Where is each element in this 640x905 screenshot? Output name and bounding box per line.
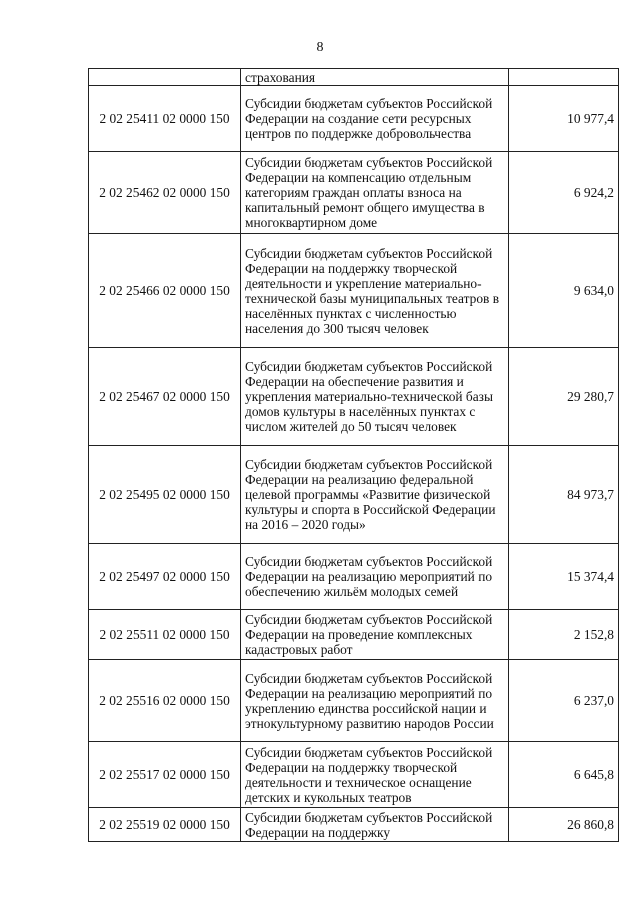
name-cell: Субсидии бюджетам субъектов Российской Федерации на обеспечение развития и укрепления материально-технической базы домов культуры в населённых пунктах с числом жителей до 50 тысяч человек	[241, 348, 509, 446]
amount-cell: 29 280,7	[509, 348, 619, 446]
name-cell: Субсидии бюджетам субъектов Российской Федерации на поддержку творческой деятельности и укрепление материально-технической базы муниципальных театров в населённых пунктах с численностью населения до 300 тысяч человек	[241, 234, 509, 348]
code-cell: 2 02 25467 02 0000 150	[89, 348, 241, 446]
code-cell: 2 02 25516 02 0000 150	[89, 660, 241, 742]
amount-cell: 2 152,8	[509, 610, 619, 660]
table-row	[89, 660, 619, 742]
code-cell: 2 02 25411 02 0000 150	[89, 86, 241, 152]
table-row	[89, 234, 619, 348]
amount-cell: 6 924,2	[509, 152, 619, 234]
name-cell: Субсидии бюджетам субъектов Российской Федерации на создание сети ресурсных центров по поддержке добровольчества	[241, 86, 509, 152]
code-cell: 2 02 25495 02 0000 150	[89, 446, 241, 544]
amount-cell: 10 977,4	[509, 86, 619, 152]
amount-cell: 9 634,0	[509, 234, 619, 348]
name-cell: Субсидии бюджетам субъектов Российской Федерации на поддержку	[241, 808, 509, 842]
table-row	[89, 348, 619, 446]
amount-cell: 84 973,7	[509, 446, 619, 544]
table-row	[89, 446, 619, 544]
table-row	[89, 808, 619, 842]
table-row	[89, 86, 619, 152]
name-cell: Субсидии бюджетам субъектов Российской Федерации на реализацию федеральной целевой программы «Развитие физической культуры и спорта в Российской Федерации на 2016 – 2020 годы»	[241, 446, 509, 544]
name-cell: Субсидии бюджетам субъектов Российской Федерации на компенсацию отдельным категориям граждан оплаты взноса на капитальный ремонт общего имущества в многоквартирном доме	[241, 152, 509, 234]
amount-cell: 26 860,8	[509, 808, 619, 842]
table-row	[89, 544, 619, 610]
code-cell	[89, 69, 241, 86]
name-cell: страхования	[241, 69, 509, 86]
amount-cell: 6 645,8	[509, 742, 619, 808]
code-cell: 2 02 25517 02 0000 150	[89, 742, 241, 808]
table-row	[89, 152, 619, 234]
budget-table	[88, 68, 619, 842]
name-cell: Субсидии бюджетам субъектов Российской Федерации на реализацию мероприятий по обеспечению жильём молодых семей	[241, 544, 509, 610]
page-number: 8	[316, 40, 324, 55]
code-cell: 2 02 25466 02 0000 150	[89, 234, 241, 348]
amount-cell	[509, 69, 619, 86]
table-row-continuation	[89, 69, 619, 86]
code-cell: 2 02 25462 02 0000 150	[89, 152, 241, 234]
code-cell: 2 02 25497 02 0000 150	[89, 544, 241, 610]
name-cell: Субсидии бюджетам субъектов Российской Федерации на проведение комплексных кадастровых работ	[241, 610, 509, 660]
code-cell: 2 02 25519 02 0000 150	[89, 808, 241, 842]
amount-cell: 15 374,4	[509, 544, 619, 610]
amount-cell: 6 237,0	[509, 660, 619, 742]
name-cell: Субсидии бюджетам субъектов Российской Федерации на поддержку творческой деятельности и техническое оснащение детских и кукольных театров	[241, 742, 509, 808]
table-row	[89, 742, 619, 808]
code-cell: 2 02 25511 02 0000 150	[89, 610, 241, 660]
table-row	[89, 610, 619, 660]
name-cell: Субсидии бюджетам субъектов Российской Федерации на реализацию мероприятий по укреплению единства российской нации и этнокультурному развитию народов России	[241, 660, 509, 742]
